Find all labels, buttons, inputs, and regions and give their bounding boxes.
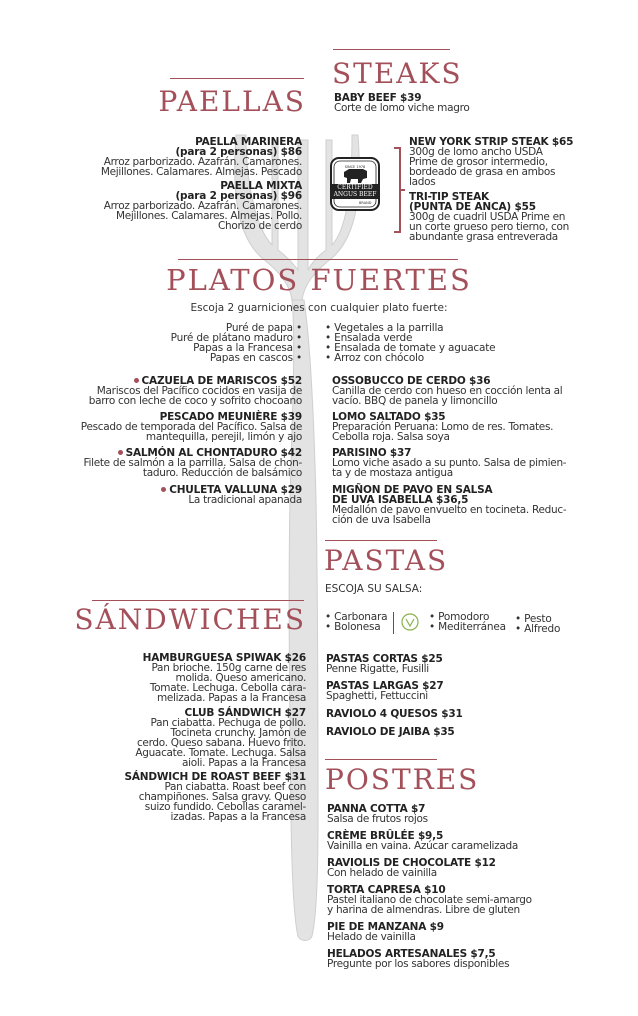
item-desc-line: molida. Queso americano. (175, 672, 306, 684)
item-name: HAMBURGUESA SPIWAK $26 (142, 652, 306, 664)
item-name: CLUB SÁNDWICH $27 (184, 707, 306, 719)
sides-right-list (325, 323, 495, 363)
sauces-list-c (515, 614, 560, 634)
item-name: PARISINO $37 (332, 447, 412, 459)
side-item: • Ensalada de tomate y aguacate (325, 342, 496, 354)
item-desc-line: Canilla de cerdo con hueso en cocción lenta al (332, 385, 563, 397)
menu-item-tri-tip (409, 192, 569, 242)
item-desc-line: Tomate. Lechuga. Cebolla cara- (149, 682, 306, 694)
bullet-dot-icon (134, 378, 139, 383)
item-desc-line: cerdo. Queso sabana. Huevo frito. (136, 737, 306, 749)
item-name: CAZUELA DE MARISCOS $52 (141, 375, 302, 387)
item-name: TORTA CAPRESA $10 (327, 884, 446, 896)
platos-rule (178, 259, 458, 260)
item-desc-line: Tocineta crunchy. Jamón de (170, 727, 306, 739)
item-desc-line: suizo fundido. Cebollas caramel- (144, 801, 306, 813)
sauce-divider (393, 612, 394, 634)
menu-item-roast-beef (124, 772, 306, 822)
sauces-list-b (429, 612, 506, 632)
item-desc-line: Con helado de vainilla (327, 867, 437, 879)
menu-item-hamburguesa (143, 653, 306, 703)
item-desc-line: Helado de vainilla (327, 931, 416, 943)
side-item: Puré de papa • (225, 322, 302, 334)
item-name: RAVIOLIS DE CHOCOLATE $12 (327, 857, 496, 869)
item-desc-line: 300g de cuadril USDA Prime en (409, 211, 566, 223)
item-name-line: MIGÑON DE PAVO EN SALSA (332, 484, 493, 496)
sauce-label: ESCOJA SU SALSA: (325, 583, 423, 595)
menu-item-ossobucco (332, 376, 562, 406)
item-name-line: (PUNTA DE ANCA) $55 (409, 201, 536, 213)
item-name: PIE DE MANZANA $9 (327, 921, 444, 933)
menu-item-cazuela (89, 376, 302, 406)
item-desc-line: Medallón de pavo envuelto en tocineta. Reduc- (332, 504, 567, 516)
item-desc-line: un corte grueso pero tierno, con (409, 221, 570, 233)
item-desc-line: ción de uva Isabella (332, 514, 431, 526)
menu-item-parisino (332, 448, 566, 478)
item-desc-line: Prime de grosor intermedio, (409, 156, 548, 168)
bullet-dot-icon (161, 487, 166, 492)
item-desc-line: Salsa de frutos rojos (327, 813, 428, 825)
item-desc-line: bordeado de grasa en ambos (409, 166, 556, 178)
side-item: Papas a la Francesa • (193, 342, 302, 354)
sandwiches-rule (92, 600, 304, 601)
sauce-item: • Carbonara (325, 611, 388, 623)
menu-item-helados (327, 949, 509, 969)
item-desc-line: Pan ciabatta. Pechuga de pollo. (150, 717, 306, 729)
platos-subtitle: Escoja 2 guarniciones con cualquier plato fuerte: (190, 302, 448, 314)
menu-item-baby-beef (334, 93, 469, 113)
item-name: CRÈME BRÛLÉE $9,5 (327, 830, 444, 842)
postres-title: POSTRES (325, 763, 480, 796)
sauce-item: • Alfredo (515, 623, 561, 635)
item-desc-line: Pregunte por los sabores disponibles (327, 958, 510, 970)
pastas-rule (325, 540, 437, 541)
item-desc-line: Pan ciabatta. Roast beef con (164, 781, 306, 793)
item-name-line: DE UVA ISABELLA $36,5 (332, 494, 469, 506)
item-name-line: (para 2 personas) $96 (175, 190, 302, 202)
item-desc-line: y harina de almendras. Libre de gluten (327, 904, 520, 916)
item-desc-line: mantequilla, perejil, limón y ajo (145, 431, 302, 443)
pastas-title: PASTAS (324, 544, 449, 577)
item-desc-line: Mariscos del Pacífico cocidos en vasija de (96, 385, 302, 397)
item-desc-line: melizada. Papas a la Francesa (156, 692, 306, 704)
item-desc-line: abundante grasa entreverada (409, 231, 558, 243)
menu-item-raviolo-jaiba (326, 727, 455, 737)
sides-left-list (171, 323, 302, 363)
item-name: CHULETA VALLUNA $29 (169, 484, 302, 496)
sauce-item: • Mediterránea (429, 621, 506, 633)
platos-title: PLATOS FUERTES (166, 263, 472, 297)
menu-item-pastas-cortas (326, 654, 443, 674)
paellas-rule (170, 78, 304, 79)
menu-item-paella-marinera (101, 137, 302, 177)
menu-item-raviolis-chocolate (327, 858, 496, 878)
item-desc-line: Filete de salmón a la parrilla. Salsa de chon- (83, 457, 302, 469)
menu-item-panna-cotta (327, 804, 428, 824)
side-item: • Vegetales a la parrilla (325, 322, 444, 334)
item-desc-line: 300g de lomo ancho USDA (409, 146, 543, 158)
sauce-item: • Pesto (515, 613, 552, 625)
item-desc-line: Aguacate. Tomate. Lechuga. Salsa (135, 747, 306, 759)
item-name: OSSOBUCCO DE CERDO $36 (332, 375, 491, 387)
side-item: • Ensalada verde (325, 332, 413, 344)
menu-item-pie-manzana (327, 922, 444, 942)
menu-item-pescado (81, 412, 302, 442)
item-desc-line: Chorizo de cerdo (217, 220, 302, 232)
item-name: RAVIOLO DE JAIBA $35 (326, 726, 455, 738)
item-name: PASTAS LARGAS $27 (326, 680, 444, 692)
item-name-line: TRI-TIP STEAK (409, 191, 489, 203)
item-desc-line: Pan brioche. 150g carne de res (151, 662, 306, 674)
item-desc-line: La tradicional apanada (188, 494, 302, 506)
menu-item-salmon (83, 448, 302, 478)
item-desc-line: Mejillones. Calamares. Almejas. Pollo. (115, 210, 302, 222)
badge-top: SINCE 1978 (344, 165, 366, 169)
menu-item-mignon (332, 485, 566, 525)
item-name: NEW YORK STRIP STEAK $65 (409, 136, 574, 148)
postres-rule (325, 759, 437, 760)
item-desc-line: izadas. Papas a la Francesa (170, 811, 306, 823)
paellas-title: PAELLAS (158, 85, 306, 118)
menu-item-pastas-largas (326, 681, 444, 701)
item-desc-line: Preparación Peruana: Lomo de res. Tomates. (332, 421, 554, 433)
badge-line2: ANGUS BEEF (333, 191, 377, 198)
menu-item-ny-strip (409, 137, 573, 187)
item-desc-line: taduro. Reducción de balsámico (142, 467, 302, 479)
steaks-title: STEAKS (332, 57, 463, 90)
side-item: Papas en cascos • (209, 352, 302, 364)
item-name-line: PAELLA MIXTA (220, 180, 302, 192)
item-desc-line: Arroz parborizado. Azafrán. Camarones. (103, 200, 302, 212)
menu-item-club-sandwich (135, 708, 306, 768)
item-desc-line: Lomo viche asado a su punto. Salsa de pimien- (332, 457, 567, 469)
item-name: SALMÓN AL CHONTADURO $42 (125, 447, 302, 459)
item-desc-line: aioli. Papas a la Francesa (182, 757, 306, 769)
item-desc-line: Pescado de temporada del Pacífico. Salsa de (80, 421, 302, 433)
side-item: Puré de plátano maduro • (170, 332, 302, 344)
sauces-list-a (325, 612, 387, 632)
item-name: LOMO SALTADO $35 (332, 411, 446, 423)
item-desc-line: lados (409, 176, 436, 188)
item-name: PESCADO MEUNIÈRE $39 (159, 411, 302, 423)
badge-bottom: BRAND (359, 201, 372, 205)
sauce-item: • Pomodoro (429, 611, 490, 623)
item-desc-line: ta y de mostaza antigua (332, 467, 453, 479)
menu-item-creme-brulee (327, 831, 518, 851)
side-item: • Arroz con chócolo (325, 352, 424, 364)
sandwiches-title: SÁNDWICHES (74, 603, 306, 636)
item-name: PASTAS CORTAS $25 (326, 653, 443, 665)
menu-item-raviolo-quesos (326, 709, 463, 719)
item-desc-line: barro con leche de coco y sofrito chocoano (88, 395, 302, 407)
steaks-rule (333, 49, 450, 50)
item-desc-line: Cebolla roja. Salsa soya (332, 431, 450, 443)
menu-item-torta-capresa (327, 885, 532, 915)
vegetarian-icon (401, 613, 419, 631)
bullet-dot-icon (118, 450, 123, 455)
item-name-line: PAELLA MARINERA (195, 136, 302, 148)
item-name-line: (para 2 personas) $86 (175, 146, 302, 158)
sauce-item: • Bolonesa (325, 621, 381, 633)
item-desc-line: Pastel italiano de chocolate semi-amargo (327, 894, 532, 906)
menu-item-paella-mixta (104, 181, 302, 231)
item-desc-line: Arroz parborizado. Azafrán. Camarones. (103, 156, 302, 168)
item-name: RAVIOLO 4 QUESOS $31 (326, 708, 463, 720)
item-desc: Penne Rigatte, Fusilli (326, 663, 429, 675)
item-name: HELADOS ARTESANALES $7,5 (327, 948, 496, 960)
item-desc-line: Vainilla en vaina. Azúcar caramelizada (327, 840, 519, 852)
menu-item-lomo-saltado (332, 412, 553, 442)
item-desc-line: Mejillones. Calamares. Almejas. Pescado (100, 166, 302, 178)
certified-angus-beef-badge (329, 156, 381, 212)
item-desc: Spaghetti, Fettuccini (326, 690, 428, 702)
item-desc: Corte de lomo viche magro (334, 102, 470, 114)
item-name: PANNA COTTA $7 (327, 803, 426, 815)
item-name: SÁNDWICH DE ROAST BEEF $31 (124, 771, 306, 783)
menu-item-chuleta (161, 485, 302, 505)
item-desc-line: champiñones. Salsa gravy. Queso (138, 791, 306, 803)
bracket-icon (392, 146, 406, 234)
item-desc-line: vacío. BBQ de panela y limoncillo (332, 395, 498, 407)
badge-line1: CERTIFIED (337, 184, 373, 191)
item-name: BABY BEEF $39 (334, 92, 422, 104)
